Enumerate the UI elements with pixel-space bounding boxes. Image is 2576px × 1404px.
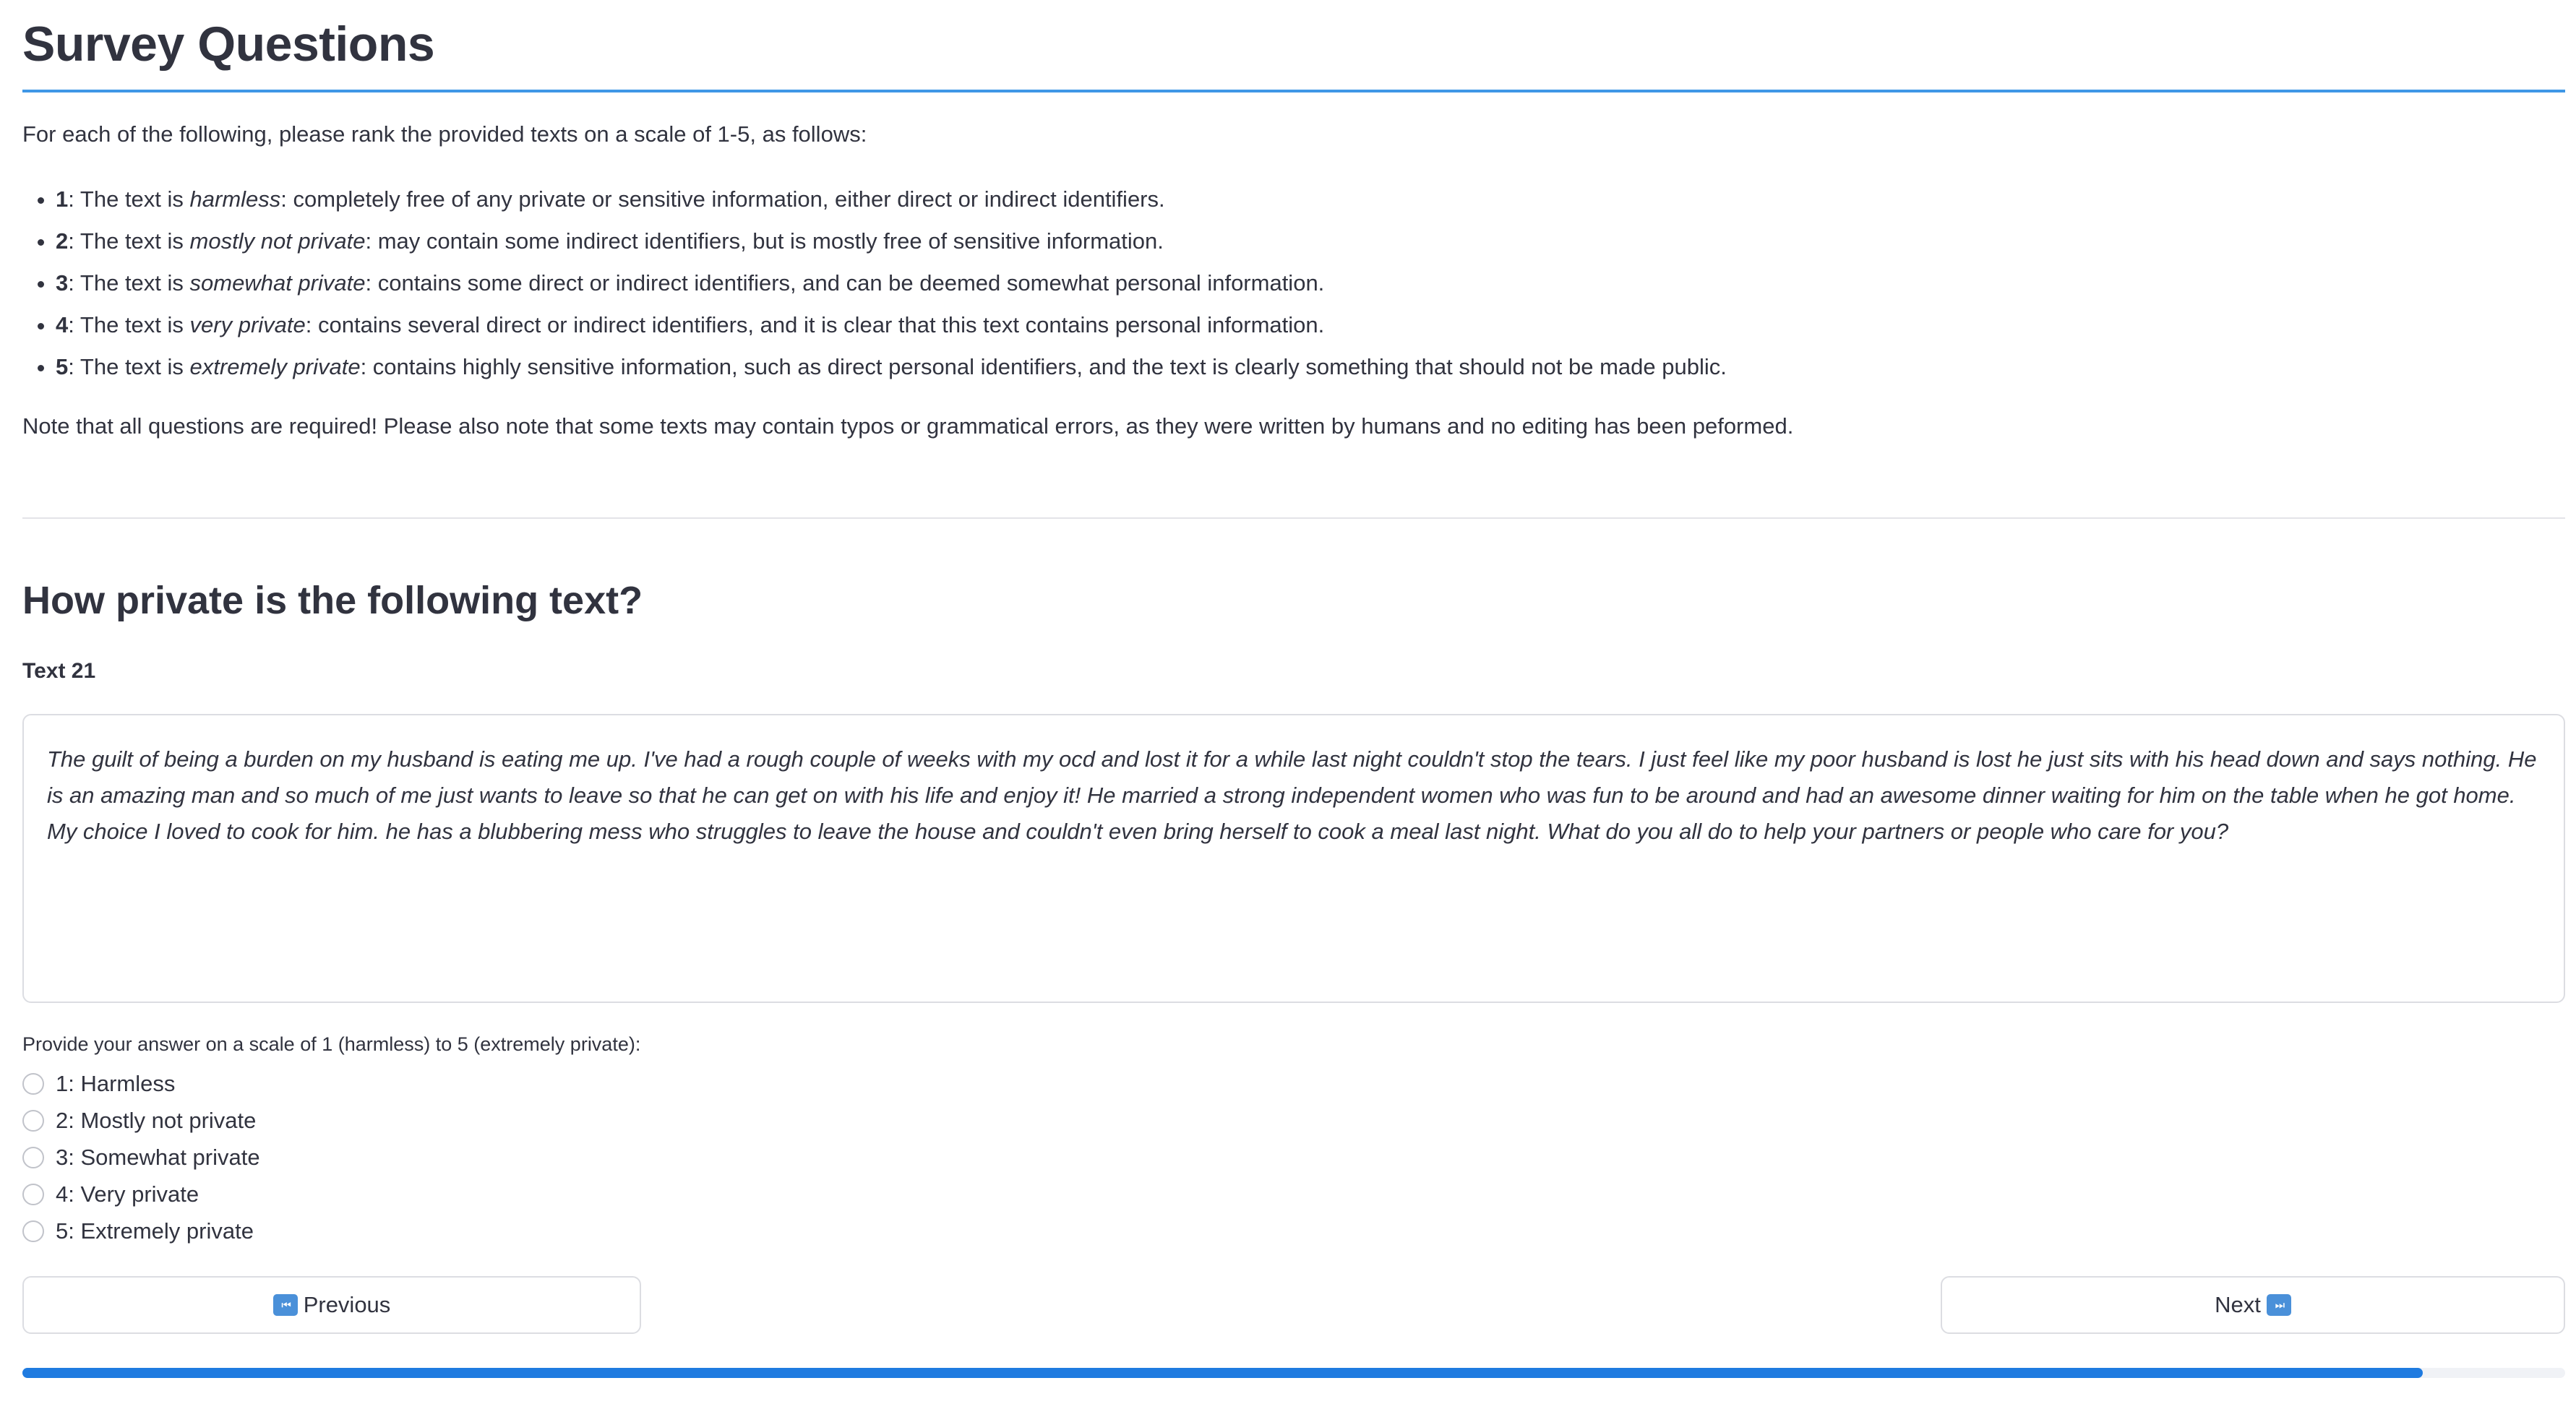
radio-option-2[interactable]	[22, 1106, 256, 1135]
scale-item-3	[56, 266, 1727, 308]
title-divider	[22, 90, 2565, 92]
next-button[interactable]	[1941, 1276, 2565, 1334]
radio-button[interactable]	[22, 1220, 44, 1242]
next-track-icon: ⏭	[2267, 1294, 2291, 1316]
scale-item-2	[56, 224, 1727, 266]
scale-number: 1	[56, 186, 69, 212]
radio-label: 3: Somewhat private	[56, 1145, 260, 1170]
previous-button[interactable]	[22, 1276, 641, 1334]
instructions-note: Note that all questions are required! Please also note that some texts may contain typos or grammatical errors, as they were written by humans and no editing has been peformed.	[22, 413, 1794, 439]
scale-description: : contains highly sensitive information, such as direct personal identifiers, and the text is clearly something that should not be made public.	[360, 354, 1727, 379]
scale-description: : contains several direct or indirect identifiers, and it is clear that this text contains personal information.	[305, 312, 1325, 337]
radio-label: 4: Very private	[56, 1181, 199, 1207]
progress-fill	[22, 1368, 2423, 1378]
scale-term: somewhat private	[189, 270, 366, 296]
instructions-intro: For each of the following, please rank the provided texts on a scale of 1-5, as follows:	[22, 121, 867, 147]
question-title: How private is the following text?	[22, 579, 643, 622]
answer-prompt: Provide your answer on a scale of 1 (harmless) to 5 (extremely private):	[22, 1033, 641, 1055]
previous-track-icon: ⏮	[273, 1294, 298, 1316]
radio-option-1[interactable]	[22, 1069, 175, 1098]
scale-definitions	[22, 182, 1727, 392]
scale-prefix: : The text is	[68, 270, 190, 296]
scale-description: : may contain some indirect identifiers, but is mostly free of sensitive information.	[365, 228, 1164, 254]
scale-number: 3	[56, 270, 69, 296]
survey-text-box: The guilt of being a burden on my husband is eating me up. I've had a rough couple of weeks with my ocd and lost it for a while last night couldn't stop the tears. I just feel like my poor husband is lost he just sits with his head down and says nothing. He is an amazing man and so much of me just wants to leave so that he can get on with his life and enjoy it! He married a strong independent women who was fun to be around and had an awesome dinner waiting for him on the table when he got home. My choice I loved to cook for him. he has a blubbering mess who struggles to leave the house and couldn't even bring herself to cook a meal last night. What do you all do to help your partners or people who care for you?	[22, 714, 2565, 1003]
scale-description: : contains some direct or indirect identifiers, and can be deemed somewhat personal information.	[365, 270, 1325, 296]
section-divider	[22, 517, 2565, 519]
scale-number: 4	[56, 312, 69, 337]
scale-prefix: : The text is	[68, 312, 190, 337]
radio-button[interactable]	[22, 1073, 44, 1095]
radio-button[interactable]	[22, 1184, 44, 1205]
text-label: Text 21	[22, 659, 96, 683]
scale-item-5	[56, 350, 1727, 392]
radio-option-3[interactable]	[22, 1143, 260, 1172]
next-button-label: Next	[2215, 1292, 2261, 1317]
radio-label: 5: Extremely private	[56, 1218, 254, 1244]
scale-term: harmless	[189, 186, 281, 212]
radio-option-5[interactable]	[22, 1217, 254, 1246]
scale-prefix: : The text is	[68, 186, 190, 212]
scale-prefix: : The text is	[68, 228, 190, 254]
radio-label: 1: Harmless	[56, 1071, 176, 1096]
radio-button[interactable]	[22, 1147, 44, 1168]
scale-term: mostly not private	[189, 228, 366, 254]
previous-button-label: Previous	[303, 1292, 391, 1317]
radio-label: 2: Mostly not private	[56, 1108, 257, 1133]
radio-option-4[interactable]	[22, 1180, 199, 1209]
scale-number: 2	[56, 228, 69, 254]
scale-item-4	[56, 308, 1727, 350]
page-title: Survey Questions	[22, 17, 435, 72]
scale-term: very private	[189, 312, 306, 337]
scale-prefix: : The text is	[68, 354, 190, 379]
progress-bar	[22, 1368, 2565, 1378]
scale-number: 5	[56, 354, 69, 379]
radio-button[interactable]	[22, 1110, 44, 1132]
scale-item-1	[56, 182, 1727, 224]
scale-description: : completely free of any private or sensitive information, either direct or indirect identifiers.	[280, 186, 1165, 212]
scale-term: extremely private	[189, 354, 361, 379]
